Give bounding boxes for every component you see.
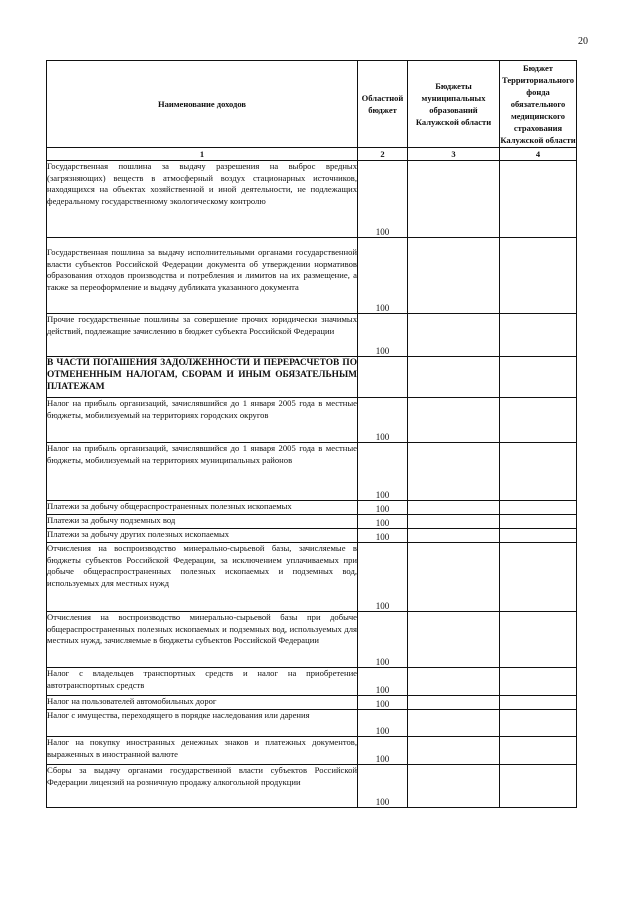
municipal-share: [408, 314, 500, 357]
revenue-name: Налог с владельцев транспортных средств и налог на приобретение автотранспортных средств: [47, 668, 358, 696]
regional-share: 100: [358, 529, 408, 543]
fund-share: [500, 314, 577, 357]
regional-share: 100: [358, 398, 408, 443]
fund-share: [500, 443, 577, 501]
table-row: [47, 765, 577, 808]
municipal-share: [408, 612, 500, 668]
table-row: [47, 529, 577, 543]
municipal-share: [408, 668, 500, 696]
fund-share: [500, 357, 577, 398]
fund-share: [500, 161, 577, 238]
column-number: 3: [408, 148, 500, 161]
table-row: [47, 398, 577, 443]
regional-share: [358, 357, 408, 398]
municipal-share: [408, 443, 500, 501]
regional-share: 100: [358, 696, 408, 710]
municipal-share: [408, 737, 500, 765]
page-number: 20: [578, 36, 588, 47]
regional-share: 100: [358, 238, 408, 314]
header-regional-budget: Областной бюджет: [358, 61, 408, 148]
fund-share: [500, 543, 577, 612]
municipal-share: [408, 238, 500, 314]
column-numbers-row: [47, 148, 577, 161]
municipal-share: [408, 765, 500, 808]
regional-share: 100: [358, 710, 408, 737]
revenue-name: Сборы за выдачу органами государственной власти субъектов Российской Федерации лицензий на розничную продажу алкогольной продукции: [47, 765, 358, 808]
fund-share: [500, 515, 577, 529]
municipal-share: [408, 398, 500, 443]
revenue-name: Налог на прибыль организаций, зачислявшийся до 1 января 2005 года в местные бюджеты, мобилизуемый на территориях городских округов: [47, 398, 358, 443]
revenue-name: Налог на пользователей автомобильных дорог: [47, 696, 358, 710]
table-row: [47, 161, 577, 238]
regional-share: 100: [358, 515, 408, 529]
fund-share: [500, 737, 577, 765]
regional-share: 100: [358, 314, 408, 357]
table-row: [47, 710, 577, 737]
municipal-share: [408, 501, 500, 515]
revenue-name: Государственная пошлина за выдачу разрешения на выброс вредных (загрязняющих) веществ в атмосферный воздух стационарных источников, находящихся на объектах хозяйственной и иной деятельности, не подлежащих федеральному государственному экологическому контролю: [47, 161, 358, 238]
fund-share: [500, 398, 577, 443]
revenue-name: Налог на покупку иностранных денежных знаков и платежных документов, выраженных в иностранной валюте: [47, 737, 358, 765]
column-number: 4: [500, 148, 577, 161]
table-row: [47, 612, 577, 668]
revenue-name: Платежи за добычу общераспространенных полезных ископаемых: [47, 501, 358, 515]
fund-share: [500, 765, 577, 808]
regional-share: 100: [358, 668, 408, 696]
municipal-share: [408, 515, 500, 529]
revenue-name: Государственная пошлина за выдачу исполнительными органами государственной власти субъектов Российской Федерации документа об утверждении нормативов образования отходов производства и потребления и лимитов на их размещение, а также за переоформление и выдачу дубликата указанного документа: [47, 238, 358, 314]
section-heading-row: [47, 357, 577, 398]
table-row: [47, 668, 577, 696]
regional-share: 100: [358, 501, 408, 515]
table-row: [47, 443, 577, 501]
header-revenue-name: Наименование доходов: [47, 61, 358, 148]
revenue-name: Платежи за добычу других полезных ископаемых: [47, 529, 358, 543]
revenue-name: Отчисления на воспроизводство минерально-сырьевой базы, зачисляемые в бюджеты субъектов Российской Федерации, за исключением уплачиваемых при добыче общераспространенных полезных ископаемых и подземных вод, используемых для местных нужд: [47, 543, 358, 612]
header-municipal-budgets: Бюджеты муниципальных образований Калужской области: [408, 61, 500, 148]
revenue-distribution-table: [46, 60, 577, 808]
table-row: [47, 543, 577, 612]
table-header-row: [47, 61, 577, 148]
municipal-share: [408, 357, 500, 398]
regional-share: 100: [358, 765, 408, 808]
municipal-share: [408, 543, 500, 612]
revenue-name: Прочие государственные пошлины за совершение прочих юридически значимых действий, подлежащие зачислению в бюджет субъекта Российской Федерации: [47, 314, 358, 357]
regional-share: 100: [358, 737, 408, 765]
fund-share: [500, 696, 577, 710]
table-row: [47, 696, 577, 710]
table-row: [47, 314, 577, 357]
table-row: [47, 501, 577, 515]
column-number: 2: [358, 148, 408, 161]
table-row: [47, 515, 577, 529]
section-heading: В ЧАСТИ ПОГАШЕНИЯ ЗАДОЛЖЕННОСТИ И ПЕРЕРАСЧЕТОВ ПО ОТМЕНЕННЫМ НАЛОГАМ, СБОРАМ И ИНЫМ ОБЯЗАТЕЛЬНЫМ ПЛАТЕЖАМ: [47, 357, 358, 398]
regional-share: 100: [358, 612, 408, 668]
header-medical-insurance-fund: Бюджет Территориального фонда обязательного медицинского страхования Калужской области: [500, 61, 577, 148]
fund-share: [500, 710, 577, 737]
table-row: [47, 737, 577, 765]
regional-share: 100: [358, 443, 408, 501]
fund-share: [500, 238, 577, 314]
municipal-share: [408, 529, 500, 543]
fund-share: [500, 529, 577, 543]
revenue-name: Налог с имущества, переходящего в порядке наследования или дарения: [47, 710, 358, 737]
revenue-name: Налог на прибыль организаций, зачислявшийся до 1 января 2005 года в местные бюджеты, мобилизуемый на территориях муниципальных районов: [47, 443, 358, 501]
column-number: 1: [47, 148, 358, 161]
revenue-name: Платежи за добычу подземных вод: [47, 515, 358, 529]
fund-share: [500, 668, 577, 696]
table-row: [47, 238, 577, 314]
revenue-name: Отчисления на воспроизводство минерально-сырьевой базы при добыче общераспространенных полезных ископаемых и подземных вод, используемых для местных нужд, зачисляемые в бюджеты субъектов Российской Федерации: [47, 612, 358, 668]
fund-share: [500, 612, 577, 668]
regional-share: 100: [358, 161, 408, 238]
municipal-share: [408, 696, 500, 710]
fund-share: [500, 501, 577, 515]
regional-share: 100: [358, 543, 408, 612]
municipal-share: [408, 161, 500, 238]
municipal-share: [408, 710, 500, 737]
